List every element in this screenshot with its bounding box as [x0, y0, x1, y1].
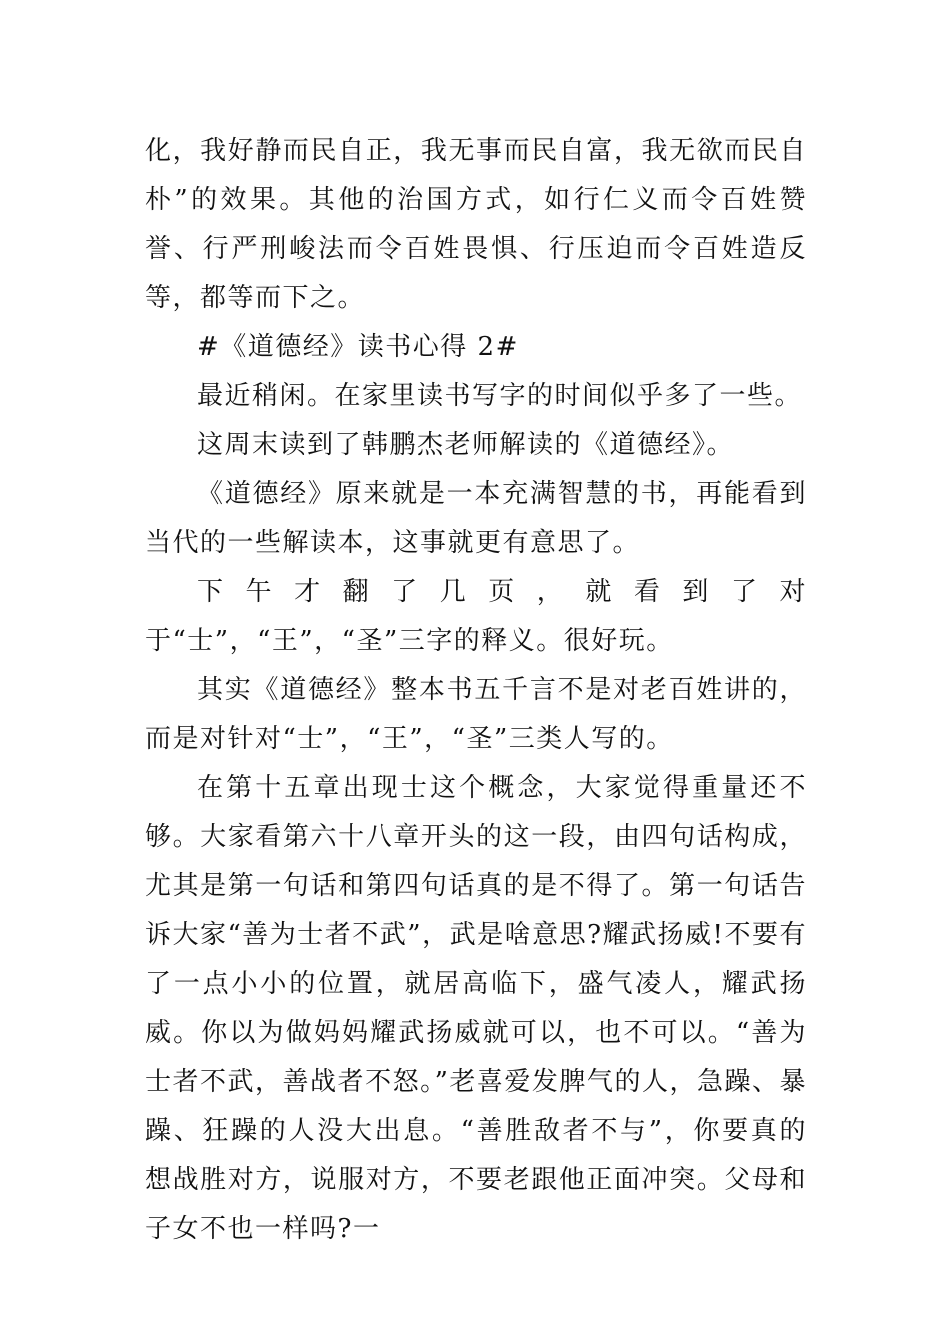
- paragraph-1: 化，我好静而民自正，我无事而民自富，我无欲而民自朴”的效果。其他的治国方式，如行仁义而令百姓赞誉、行严刑峻法而令百姓畏惧、行压迫而令百姓造反等，都等而下之。: [145, 136, 807, 313]
- paragraph-6: 其实《道德经》整本书五千言不是对老百姓讲的，而是对针对“士”，“王”，“圣”三类人写的。: [145, 675, 807, 754]
- paragraph-3: 这周末读到了韩鹏杰老师解读的《道德经》。: [197, 430, 735, 460]
- document-body: [145, 127, 807, 1254]
- section-heading: #《道德经》读书心得 2#: [197, 332, 519, 362]
- paragraph-5: 下午才翻了几页，就看到了对于“士”，“王”，“圣”三字的释义。很好玩。: [145, 577, 807, 656]
- paragraph-4: 《道德经》原来就是一本充满智慧的书，再能看到当代的一些解读本，这事就更有意思了。: [145, 479, 807, 558]
- paragraph-7: 在第十五章出现士这个概念，大家觉得重量还不够。大家看第六十八章开头的这一段，由四句话构成，尤其是第一句话和第四句话真的是不得了。第一句话告诉大家“善为士者不武”，武是啥意思?耀武扬威!不要有了一点小小的位置，就居高临下，盛气凌人，耀武扬威。你以为做妈妈耀武扬威就可以，也不可以。“善为士者不武，善战者不怒。”老喜爱发脾气的人，急躁、暴躁、狂躁的人没大出息。“善胜敌者不与”，你要真的想战胜对方，说服对方，不要老跟他正面冲突。父母和子女不也一样吗?一: [145, 773, 807, 1244]
- paragraph-2: 最近稍闲。在家里读书写字的时间似乎多了一些。: [197, 381, 803, 411]
